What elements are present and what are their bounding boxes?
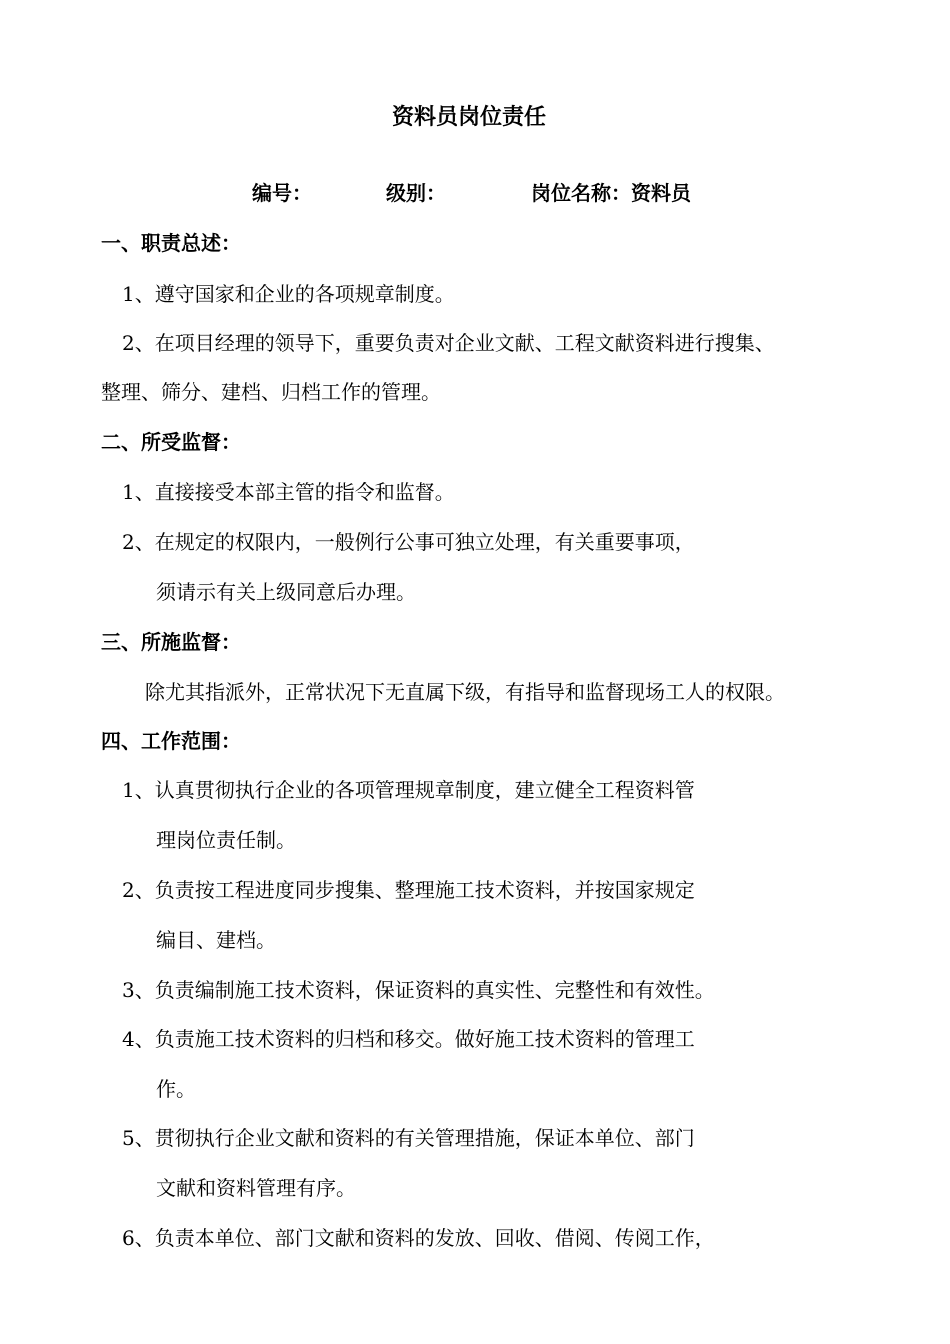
supervised-item-2-line2: 须请示有关上级同意后办理。 bbox=[156, 580, 416, 604]
supervised-item-2-line1: 2、在规定的权限内，一般例行公事可独立处理，有关重要事项， bbox=[122, 530, 695, 554]
scope-item-2-line2: 编目、建档。 bbox=[156, 928, 276, 952]
scope-item-5-line2: 文献和资料管理有序。 bbox=[156, 1176, 356, 1200]
number-label: 编号： bbox=[252, 181, 312, 205]
duty-item-1: 1、遵守国家和企业的各项规章制度。 bbox=[122, 282, 455, 306]
scope-item-5-line1: 5、贯彻执行企业文献和资料的有关管理措施，保证本单位、部门 bbox=[122, 1126, 695, 1150]
duty-item-2-line2: 整理、筛分、建档、归档工作的管理。 bbox=[101, 380, 441, 404]
scope-item-4-line1: 4、负责施工技术资料的归档和移交。做好施工技术资料的管理工 bbox=[122, 1027, 695, 1051]
scope-item-4-line2: 作。 bbox=[156, 1077, 196, 1101]
section-heading-supervising: 三、所施监督： bbox=[101, 630, 241, 654]
duty-item-2-line1: 2、在项目经理的领导下，重要负责对企业文献、工程文献资料进行搜集、 bbox=[122, 331, 775, 355]
scope-item-6-line1: 6、负责本单位、部门文献和资料的发放、回收、借阅、传阅工作， bbox=[122, 1226, 715, 1250]
supervising-text: 除尤其指派外，正常状况下无直属下级，有指导和监督现场工人的权限。 bbox=[145, 680, 785, 704]
position-label: 岗位名称：资料员 bbox=[531, 181, 691, 205]
section-heading-duties: 一、职责总述： bbox=[101, 231, 241, 255]
scope-item-3: 3、负责编制施工技术资料，保证资料的真实性、完整性和有效性。 bbox=[122, 978, 715, 1002]
level-label: 级别： bbox=[386, 181, 446, 205]
page-title: 资料员岗位责任 bbox=[392, 105, 547, 130]
supervised-item-1: 1、直接接受本部主管的指令和监督。 bbox=[122, 480, 455, 504]
scope-item-1-line2: 理岗位责任制。 bbox=[156, 828, 296, 852]
scope-item-1-line1: 1、认真贯彻执行企业的各项管理规章制度，建立健全工程资料管 bbox=[122, 778, 695, 802]
section-heading-scope: 四、工作范围： bbox=[101, 729, 241, 753]
section-heading-supervised: 二、所受监督： bbox=[101, 430, 241, 454]
scope-item-2-line1: 2、负责按工程进度同步搜集、整理施工技术资料，并按国家规定 bbox=[122, 878, 695, 902]
